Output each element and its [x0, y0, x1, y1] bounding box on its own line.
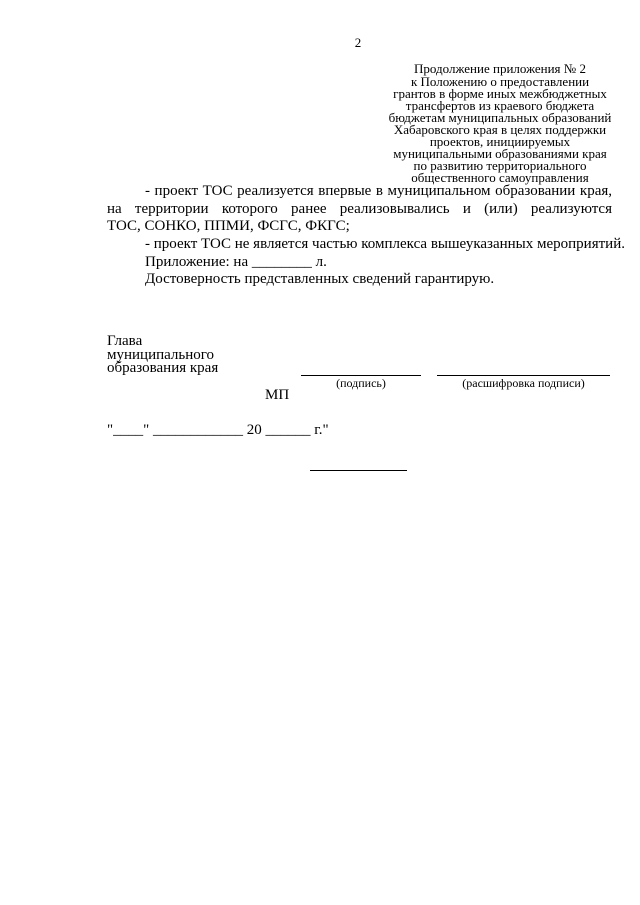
stamp-label: МП: [265, 387, 290, 403]
appendix-header: [380, 62, 620, 184]
body-line-programs: на территории которого ранее реализовывались и (или) реализуются: [107, 201, 612, 217]
body-line-attachment: Приложение: на ________ л.: [145, 254, 327, 270]
header-line: проектов, инициируемых: [429, 134, 571, 149]
header-line: к Положению о предоставлении: [410, 74, 590, 89]
signatory-title: [107, 335, 218, 376]
body-line-program-list: ТОС, СОНКО, ППМИ, ФСГС, ФКГС;: [107, 218, 350, 234]
header-line: бюджетам муниципальных образований: [388, 110, 612, 125]
page-number: 2: [354, 35, 362, 50]
header-line: муниципальными образованиями края: [393, 146, 607, 161]
signatory-title-line: образования края: [107, 360, 219, 376]
header-line: трансфертов из краевого бюджета: [405, 98, 595, 113]
header-line: по развитию территориального: [413, 158, 587, 173]
header-line: грантов в форме иных межбюджетных: [393, 86, 607, 101]
closing-rule: [310, 470, 407, 471]
signature-caption: (подпись): [336, 376, 386, 390]
signatory-title-line: Глава: [107, 333, 143, 349]
body-line-guarantee: Достоверность представленных сведений гарантирую.: [145, 271, 495, 287]
header-line: общественного самоуправления: [411, 170, 589, 185]
signatory-title-line: муниципального: [107, 346, 215, 363]
header-line: Продолжение приложения № 2: [414, 61, 586, 76]
body-line-first-project-criterion: - проект ТОС реализуется впервые в муниципальном образовании края,: [145, 183, 612, 199]
header-line: Хабаровского края в целях поддержки: [393, 122, 607, 137]
signature-decoding-caption: (расшифровка подписи): [462, 376, 585, 390]
date-line: "____" ____________ 20 ______ г.": [107, 422, 329, 438]
body-line-second-project-criterion: - проект ТОС не является частью комплекса вышеуказанных мероприятий.: [145, 236, 625, 252]
